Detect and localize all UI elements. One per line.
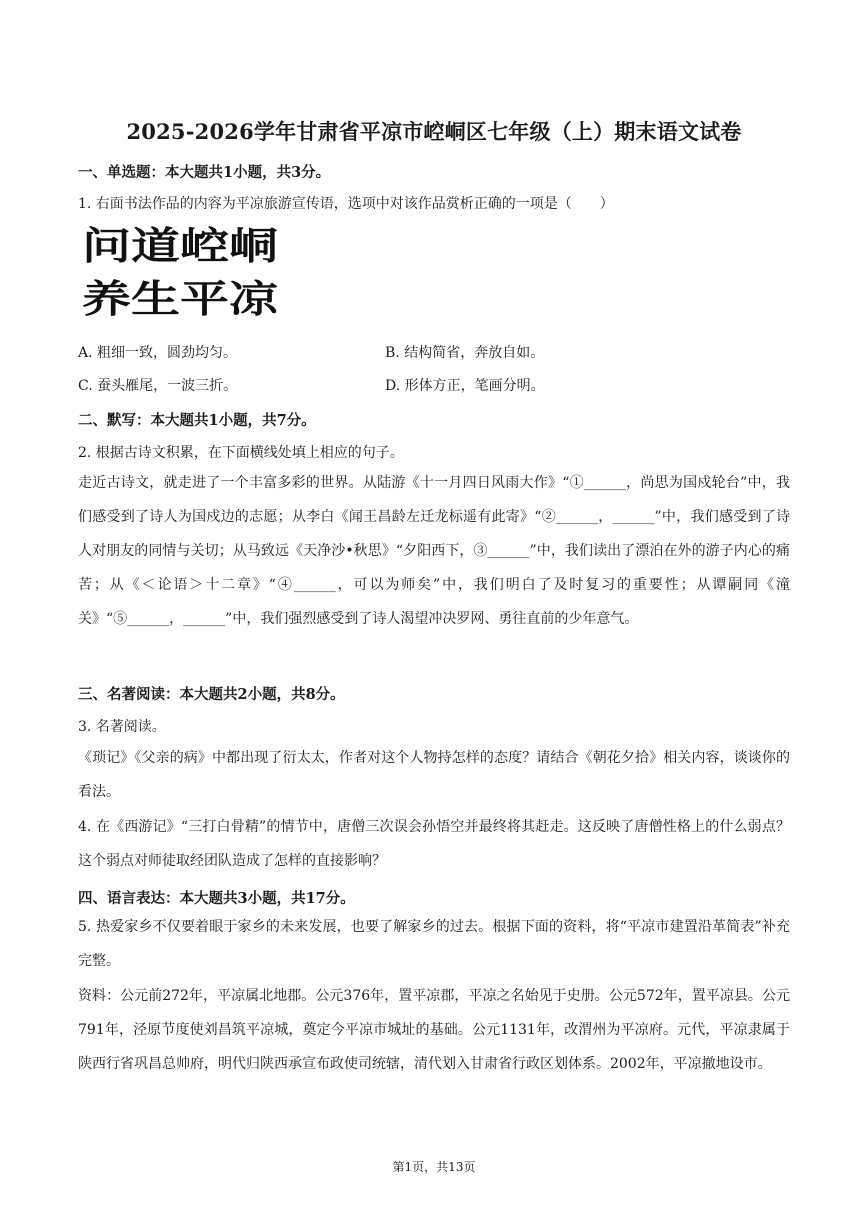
calligraphy-line-2: 养生平凉	[82, 279, 280, 320]
question-2-body: 走近古诗文，就走进了一个丰富多彩的世界。从陆游《十一月四日风雨大作》“①______，尚思为国戍轮台”中，我们感受到了诗人为国戍边的志愿；从李白《闻王昌龄左迁龙标遥有此寄》“②______，______”中，我们感受到了诗人对朋友的同情与关切；从马致远《天净沙•秋思》“夕阳西下，③______”中，我们读出了漂泊在外的游子内心的痛苦；从《＜论语＞十二章》“④______，可以为师矣”中，我们明白了及时复习的重要性；从谭嗣同《潼关》“⑤______，______”中，我们强烈感受到了诗人渴望冲决罗网、勇往直前的少年意气。	[78, 475, 790, 627]
question-4-body: 4. 在《西游记》“三打白骨精”的情节中，唐僧三次误会孙悟空并最终将其赶走。这反映了唐僧性格上的什么弱点？这个弱点对师徒取经团队造成了怎样的直接影响？	[78, 819, 790, 869]
section-heading-1: 一、单选题：本大题共1小题，共3分。	[78, 164, 331, 181]
option-c: C. 蚕头雁尾，一波三折。	[78, 378, 238, 394]
question-5-material: 资料：公元前272年，平凉属北地郡。公元376年，置平凉郡，平凉之名始见于史册。公元572年，置平凉县。公元791年，泾原节度使刘昌筑平凉城，奠定今平凉市城址的基础。公元1131年，改渭州为平凉府。元代，平凉隶属于陕西行省巩昌总帅府，明代归陕西承宣布政使司统辖，清代划入甘肃省行政区划体系。2002年，平凉撤地设市。	[78, 988, 790, 1072]
section-heading-4: 四、语言表达：本大题共3小题，共17分。	[78, 890, 355, 907]
calligraphy-artwork	[82, 224, 282, 320]
question-3-stem: 3. 名著阅读。	[78, 719, 166, 735]
question-1-stem: 1. 右面书法作品的内容为平凉旅游宣传语，选项中对该作品赏析正确的一项是（ ）	[78, 196, 614, 212]
section-heading-2: 二、默写：本大题共1小题，共7分。	[78, 412, 316, 429]
question-3-body: 《琐记》《父亲的病》中都出现了衍太太，作者对这个人物持怎样的态度？请结合《朝花夕拾》相关内容，谈谈你的看法。	[78, 750, 790, 800]
page-footer: 第1页，共13页	[392, 1160, 476, 1174]
question-2-stem: 2. 根据古诗文积累，在下面横线处填上相应的句子。	[78, 445, 404, 461]
option-b: B. 结构简省，奔放自如。	[385, 345, 545, 361]
option-d: D. 形体方正，笔画分明。	[385, 378, 545, 394]
exam-title: 2025-2026学年甘肃省平凉市崆峒区七年级（上）期末语文试卷	[126, 119, 742, 144]
section-heading-3: 三、名著阅读：本大题共2小题，共8分。	[78, 686, 345, 703]
option-a: A. 粗细一致，圆劲均匀。	[78, 345, 238, 361]
calligraphy-line-1: 问道崆峒	[82, 226, 278, 268]
question-5-body: 5. 热爱家乡不仅要着眼于家乡的未来发展，也要了解家乡的过去。根据下面的资料，将“平凉市建置沿革简表”补充完整。	[78, 919, 790, 969]
